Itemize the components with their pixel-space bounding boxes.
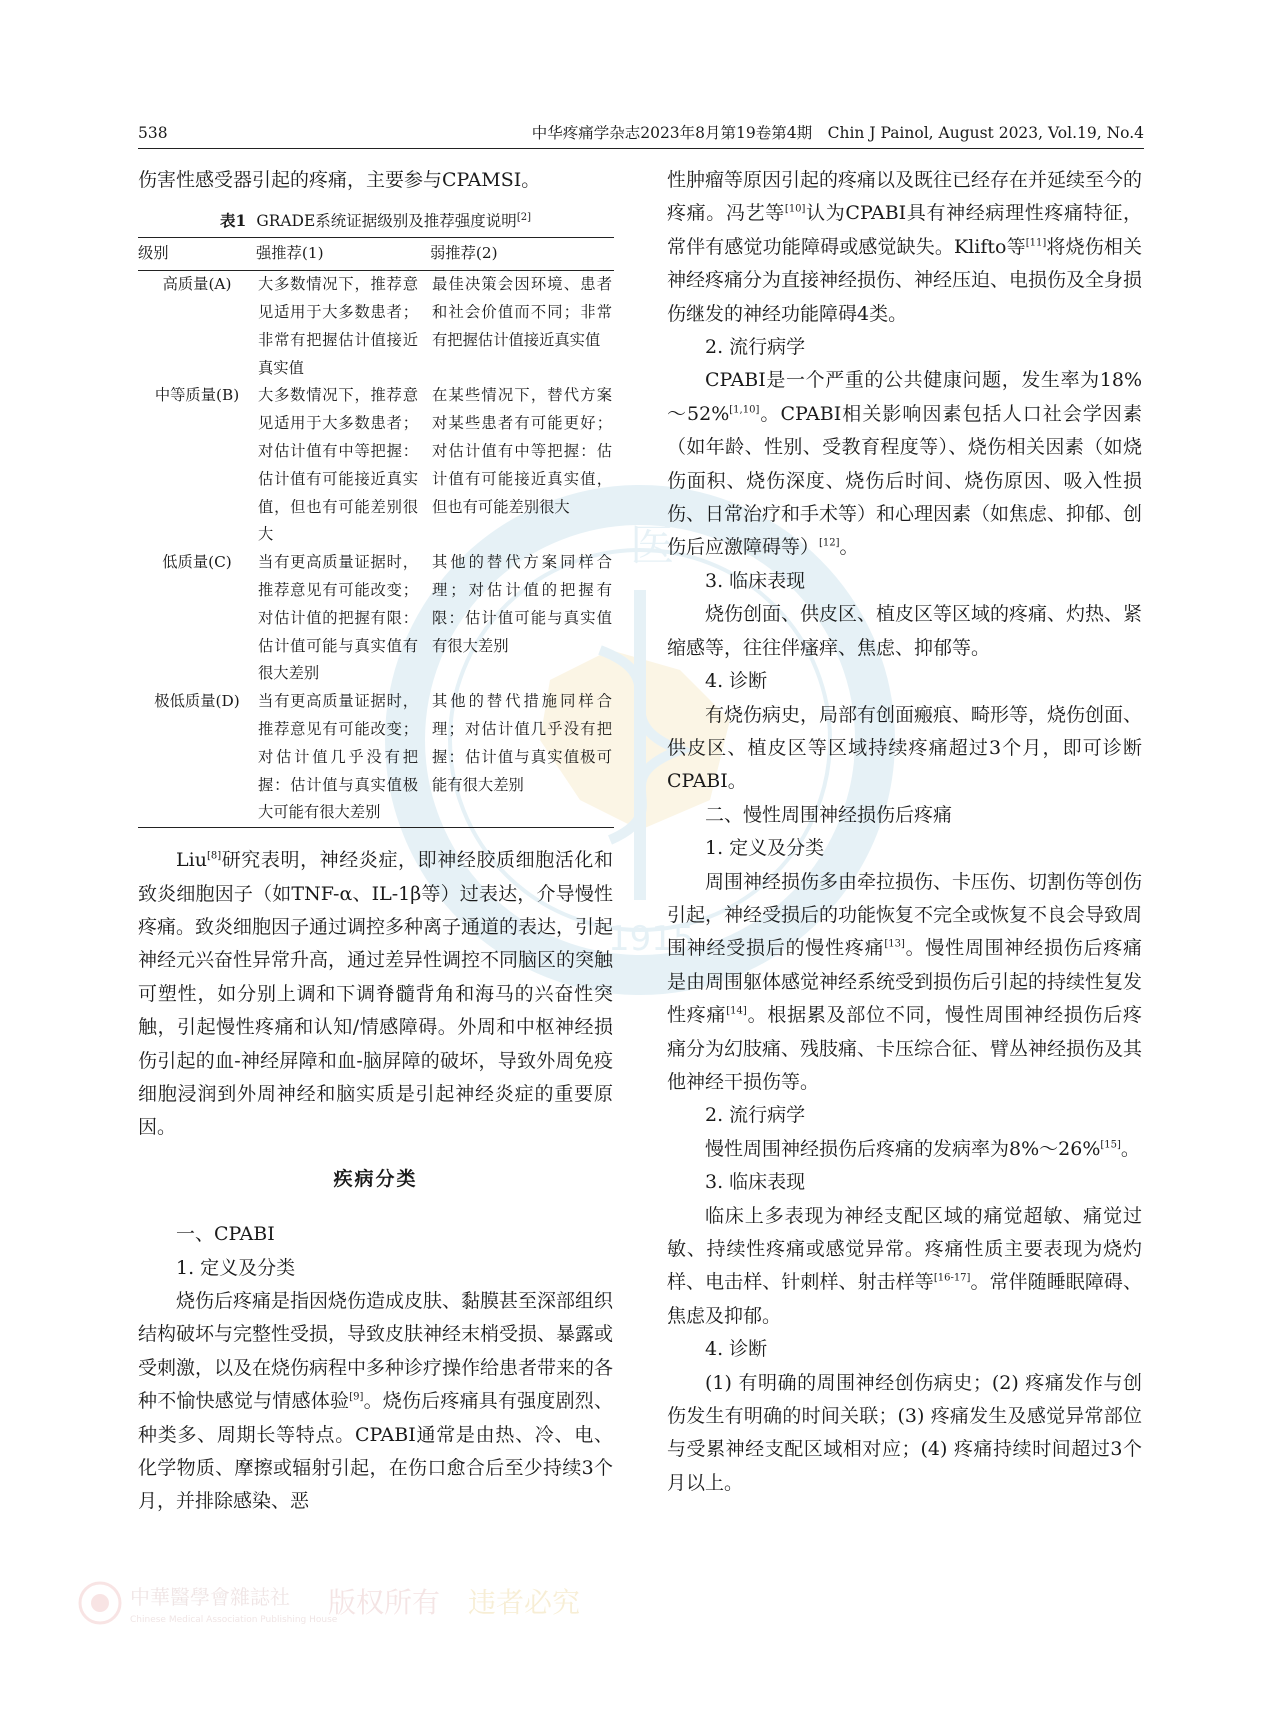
- definition-text: 烧伤后疼痛是指因烧伤造成皮肤、黏膜甚至深部组织结构破坏与完整性受损，导致皮肤神经末梢受损、暴露或受刺激，以及在烧伤病程中多种诊疗操作给患者带来的各种不愉快感觉与情感体验: [138, 1290, 614, 1413]
- table-cell-level: 低质量(C): [162, 553, 232, 572]
- table-caption-text: GRADE系统证据级别及推荐强度说明: [256, 212, 517, 231]
- diagnosis-paragraph: 有烧伤病史，局部有创面瘢痕、畸形等，烧伤创面、供皮区、植皮区等区域持续疼痛超过3个月，即可诊断CPABI。: [667, 703, 1143, 793]
- citation: [12]: [819, 538, 840, 550]
- definition-text-cont: 。烧伤后疼痛具有强度剧烈、种类多、周期长等特点。CPABI通常是由热、冷、电、化学物质、摩擦或辐射引起，在伤口愈合后至少持续3个月，并排除感染、恶: [138, 1390, 613, 1513]
- citation: [15]: [1100, 1139, 1121, 1151]
- table-cell-level: 中等质量(B): [154, 386, 240, 405]
- heading-epidemiology-2: 2. 流行病学: [705, 1104, 806, 1127]
- heading-diagnosis-2: 4. 诊断: [705, 1338, 768, 1361]
- table-cell-weak: 其他的替代措施同样合理；对估计值几乎没有把握：估计值与真实值极可能有很大差别: [430, 688, 614, 827]
- citation: [13]: [884, 939, 905, 951]
- heading-clinical-2: 3. 临床表现: [705, 1171, 806, 1194]
- table-cell-strong: 大多数情况下，推荐意见适用于大多数患者；非常有把握估计值接近真实值: [258, 275, 418, 377]
- intro-text: 伤害性感受器引起的疼痛，主要参与CPAMSI。: [138, 169, 541, 191]
- publisher-name: 中華醫學會雜誌社: [130, 1585, 290, 1609]
- paragraph-text: 。: [1120, 1137, 1140, 1160]
- table-row: [138, 688, 614, 827]
- table-caption: [138, 209, 613, 233]
- table-cell-strong: 当有更高质量证据时，推荐意见有可能改变；对估计值几乎没有把握：估计值与真实值极大可能有很大差别: [256, 688, 430, 827]
- table-cell-weak: 在某些情况下，替代方案对某些患者有可能更好；对估计值有中等把握：估计值有可能接近真实值，但也有可能差别很大: [432, 386, 612, 516]
- table-cell-level: 极低质量(D): [138, 688, 256, 827]
- table-cell-weak: 其他的替代方案同样合理；对估计值的把握有限：估计值可能与真实值有很大差别: [432, 553, 612, 655]
- citation: [9]: [349, 1391, 364, 1403]
- definition-2-paragraph: [667, 866, 1142, 1100]
- page-number: 538: [138, 124, 168, 142]
- table-cell-level: 高质量(A): [162, 275, 232, 294]
- warning-stamp: 违者必究: [468, 1586, 581, 1619]
- copyright-stamp: 版权所有: [328, 1586, 441, 1619]
- definition-paragraph: [138, 1285, 613, 1519]
- table-label: 表1: [220, 211, 247, 231]
- heading-peripheral: 二、慢性周围神经损伤后疼痛: [705, 803, 953, 826]
- clinical-paragraph: 烧伤创面、供皮区、植皮区等区域的疼痛、灼热、紧缩感等，往往伴瘙痒、焦虑、抑郁等。: [667, 603, 1143, 659]
- seal-char: 医: [630, 520, 674, 571]
- paragraph-text: 慢性周围神经损伤后疼痛的发病率为8%～26%: [705, 1137, 1101, 1160]
- clinical-2-paragraph: [667, 1200, 1142, 1334]
- epidemiology-paragraph: [667, 364, 1142, 564]
- table-ref: [2]: [516, 212, 531, 224]
- running-header: [138, 122, 1144, 144]
- table-row: [138, 271, 614, 383]
- citation: [8]: [206, 850, 222, 862]
- diagnosis-2-paragraph: (1) 有明确的周围神经创伤病史；(2) 疼痛发作与创伤发生有明确的时间关联；(3) 疼痛发生及感觉异常部位与受累神经支配区域相对应；(4) 疼痛持续时间超过3个月以上。: [667, 1371, 1142, 1494]
- heading-clinical: 3. 临床表现: [705, 569, 806, 592]
- liu-text: 研究表明，神经炎症，即神经胶质细胞活化和致炎细胞因子（如TNF-α、IL-1β等）过表达，介导慢性疼痛。致炎细胞因子通过调控多种离子通道的表达，引起神经元兴奋性异常升高，通过差异性调控不同脑区的突触可塑性，如分别上调和下调脊髓背角和海马的兴奋性突触，引起慢性疼痛和认知/情感障碍。外周和中枢神经损伤引起的血-神经屏障和血-脑屏障的破坏，导致外周免疫细胞浸润到外周神经和脑实质是引起神经炎症的重要原因。: [138, 849, 614, 1139]
- table-row: [138, 382, 614, 549]
- table-header-cell: 弱推荐(2): [430, 238, 614, 271]
- paragraph-text: 。CPABI相关影响因素包括人口社会学因素（如年龄、性别、受教育程度等）、烧伤相关因素（如烧伤面积、烧伤深度、烧伤后时间、烧伤原因、吸入性损伤、日常治疗和手术等）和心理因素（如焦虑、抑郁、创伤后应激障碍等）: [667, 402, 1143, 559]
- right-column: [667, 164, 1142, 1500]
- paragraph-text: 将烧伤相关神经疼痛分为直接神经损伤、神经压迫、电损伤及全身损伤继发的神经功能障碍4类。: [667, 235, 1143, 325]
- citation: [10]: [784, 204, 806, 216]
- epidemiology-2-paragraph: [667, 1133, 1142, 1166]
- grade-table: [138, 237, 614, 828]
- table-header-row: [138, 238, 614, 271]
- left-column: [138, 164, 613, 1519]
- citation: [14]: [726, 1005, 747, 1017]
- header-rule: [138, 148, 1144, 149]
- heading-definition-2: 1. 定义及分类: [705, 837, 825, 860]
- journal-citation: 中华疼痛学杂志2023年8月第19卷第4期 Chin J Painol, August 2023, Vol.19, No.4: [531, 124, 1144, 142]
- table-cell-strong: 大多数情况下，推荐意见适用于大多数患者；对估计值有中等把握：估计值有可能接近真实值，但也有可能差别很大: [258, 386, 418, 544]
- paragraph-text: 周围神经损伤多由牵拉损伤、卡压伤、切割伤等创伤引起，神经受损后的功能恢复不完全或恢复不良会导致周围神经受损后的慢性疼痛: [667, 870, 1143, 960]
- citation: [11]: [1025, 237, 1047, 249]
- citation: [16-17]: [933, 1273, 971, 1285]
- heading-definition: 1. 定义及分类: [176, 1256, 296, 1279]
- paragraph-text: 。常伴随睡眠障碍、焦虑及抑郁。: [667, 1271, 1142, 1327]
- table-cell-strong: 当有更高质量证据时，推荐意见有可能改变；对估计值的把握有限：估计值可能与真实值有很大差别: [258, 553, 418, 683]
- citation: [1,10]: [729, 404, 760, 416]
- paragraph-text: 性肿瘤等原因引起的疼痛以及既往已经存在并延续至今的疼痛。冯艺等: [667, 169, 1143, 225]
- paragraph-text: 。: [839, 536, 859, 559]
- table-cell-weak: 最佳决策会因环境、患者和社会价值而不同；非常有把握估计值接近真实值: [432, 275, 612, 349]
- paragraph-text: 。慢性周围神经损伤后疼痛是由周围躯体感觉神经系统受到损伤后引起的持续性复发性疼痛: [667, 937, 1143, 1027]
- publisher-name-en: Chinese Medical Association Publishing House: [130, 1615, 338, 1625]
- table-header-cell: 强推荐(1): [256, 238, 430, 271]
- continued-paragraph: [667, 164, 1142, 331]
- section-title: 疾病分类: [333, 1167, 418, 1190]
- heading-cpabi: 一、CPABI: [176, 1223, 275, 1246]
- heading-epidemiology: 2. 流行病学: [705, 336, 806, 359]
- publisher-watermark: [78, 1578, 598, 1628]
- table-header-cell: 级别: [138, 238, 256, 271]
- heading-diagnosis: 4. 诊断: [705, 670, 768, 693]
- paragraph-text: 认为CPABI具有神经病理性疼痛特征，常伴有感觉功能障碍或感觉缺失。Klifto等: [667, 202, 1142, 258]
- seal-year: 1915: [608, 919, 695, 959]
- liu-paragraph: [138, 844, 613, 1145]
- table-row: [138, 549, 614, 688]
- paragraph-text: 。根据累及部位不同，慢性周围神经损伤后疼痛分为幻肢痛、残肢痛、卡压综合征、臂丛神经损伤及其他神经干损伤等。: [667, 1004, 1143, 1093]
- liu-author: Liu: [176, 849, 207, 872]
- paragraph-text: 临床上多表现为神经支配区域的痛觉超敏、痛觉过敏、持续性疼痛或感觉异常。疼痛性质主要表现为烧灼样、电击样、针刺样、射击样等: [667, 1204, 1142, 1294]
- paragraph-text: CPABI是一个严重的公共健康问题，发生率为18%～52%: [667, 369, 1142, 425]
